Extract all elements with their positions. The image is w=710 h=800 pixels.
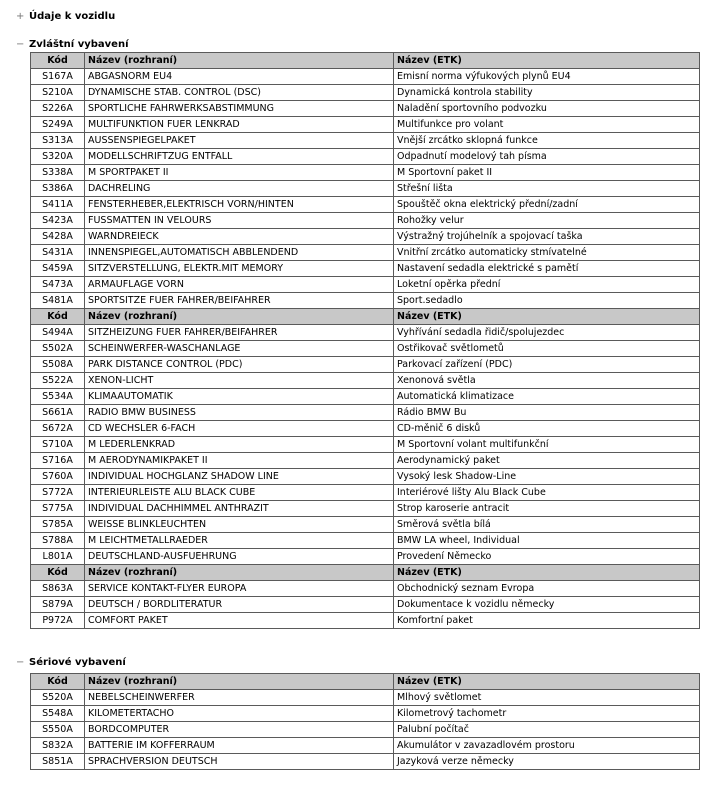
option-code-cell: S320A [31,149,85,165]
table-row [31,341,700,357]
option-code-cell: S863A [31,581,85,597]
vehicle-data-section-header[interactable] [16,10,115,24]
option-etk-cell: Interiérové lišty Alu Black Cube [394,485,700,501]
option-name-cell: KLIMAAUTOMATIK [85,389,394,405]
column-header-etk: Název (ETK) [394,565,700,581]
option-etk-cell: M Sportovní paket II [394,165,700,181]
option-etk-cell: Sport.sedadlo [394,293,700,309]
column-header-etk: Název (ETK) [394,309,700,325]
table-row [31,149,700,165]
table-row [31,517,700,533]
option-etk-cell: Vysoký lesk Shadow-Line [394,469,700,485]
table-row [31,549,700,565]
table-row [31,706,700,722]
option-name-cell: INNENSPIEGEL,AUTOMATISCH ABBLENDEND [85,245,394,261]
option-name-cell: MODELLSCHRIFTZUG ENTFALL [85,149,394,165]
collapse-icon[interactable]: − [16,657,25,668]
table-header-row [31,565,700,581]
option-etk-cell: BMW LA wheel, Individual [394,533,700,549]
table-row [31,69,700,85]
table-row [31,117,700,133]
option-etk-cell: Rohožky velur [394,213,700,229]
table-row [31,245,700,261]
serial-equipment-title: Sériové vybavení [29,657,126,668]
option-code-cell: S775A [31,501,85,517]
column-header-code: Kód [31,565,85,581]
table-row [31,389,700,405]
option-name-cell: RADIO BMW BUSINESS [85,405,394,421]
option-name-cell: SERVICE KONTAKT-FLYER EUROPA [85,581,394,597]
option-etk-cell: Multifunkce pro volant [394,117,700,133]
option-etk-cell: Nastavení sedadla elektrické s pamětí [394,261,700,277]
option-name-cell: SCHEINWERFER-WASCHANLAGE [85,341,394,357]
table-row [31,277,700,293]
option-code-cell: S338A [31,165,85,181]
option-name-cell: SPORTSITZE FUER FAHRER/BEIFAHRER [85,293,394,309]
option-etk-cell: Odpadnutí modelový tah písma [394,149,700,165]
option-etk-cell: Vnější zrcátko sklopná funkce [394,133,700,149]
option-name-cell: DEUTSCH / BORDLITERATUR [85,597,394,613]
table-row [31,261,700,277]
table-row [31,101,700,117]
option-etk-cell: Dynamická kontrola stability [394,85,700,101]
option-etk-cell: Směrová světla bílá [394,517,700,533]
option-code-cell: S661A [31,405,85,421]
option-name-cell: M LEICHTMETALLRAEDER [85,533,394,549]
option-etk-cell: Automatická klimatizace [394,389,700,405]
table-row [31,325,700,341]
option-code-cell: S249A [31,117,85,133]
option-code-cell: S494A [31,325,85,341]
option-etk-cell: Emisní norma výfukových plynů EU4 [394,69,700,85]
table-row [31,405,700,421]
option-code-cell: S534A [31,389,85,405]
table-row [31,85,700,101]
option-name-cell: M SPORTPAKET II [85,165,394,181]
table-row [31,754,700,770]
option-name-cell: COMFORT PAKET [85,613,394,629]
option-etk-cell: Naladění sportovního podvozku [394,101,700,117]
option-name-cell: INTERIEURLEISTE ALU BLACK CUBE [85,485,394,501]
option-etk-cell: Dokumentace k vozidlu německy [394,597,700,613]
table-row [31,181,700,197]
table-row [31,197,700,213]
option-name-cell: M LEDERLENKRAD [85,437,394,453]
option-etk-cell: Obchodnický seznam Evropa [394,581,700,597]
table-row [31,133,700,149]
option-code-cell: S473A [31,277,85,293]
option-code-cell: S851A [31,754,85,770]
option-etk-cell: Strop karoserie antracit [394,501,700,517]
option-name-cell: ARMAUFLAGE VORN [85,277,394,293]
option-name-cell: XENON-LICHT [85,373,394,389]
column-header-name: Název (rozhraní) [85,53,394,69]
option-etk-cell: Výstražný trojúhelník a spojovací taška [394,229,700,245]
column-header-name: Název (rozhraní) [85,309,394,325]
option-etk-cell: Parkovací zařízení (PDC) [394,357,700,373]
special-equipment-section-header[interactable] [16,38,129,52]
option-code-cell: S785A [31,517,85,533]
option-code-cell: S760A [31,469,85,485]
option-name-cell: DACHRELING [85,181,394,197]
option-name-cell: BORDCOMPUTER [85,722,394,738]
table-row [31,613,700,629]
option-code-cell: S313A [31,133,85,149]
option-etk-cell: Jazyková verze německy [394,754,700,770]
serial-equipment-section-header[interactable] [16,656,126,670]
table-row [31,453,700,469]
option-etk-cell: Komfortní paket [394,613,700,629]
option-etk-cell: Palubní počítač [394,722,700,738]
column-header-etk: Název (ETK) [394,53,700,69]
option-code-cell: S550A [31,722,85,738]
table-row [31,373,700,389]
option-name-cell: ABGASNORM EU4 [85,69,394,85]
option-name-cell: DEUTSCHLAND-AUSFUEHRUNG [85,549,394,565]
option-name-cell: PARK DISTANCE CONTROL (PDC) [85,357,394,373]
option-code-cell: S226A [31,101,85,117]
option-name-cell: BATTERIE IM KOFFERRAUM [85,738,394,754]
table-row [31,213,700,229]
table-header-row [31,53,700,69]
option-code-cell: S428A [31,229,85,245]
option-etk-cell: CD-měnič 6 disků [394,421,700,437]
option-code-cell: S710A [31,437,85,453]
option-code-cell: S788A [31,533,85,549]
option-code-cell: S423A [31,213,85,229]
table-row [31,469,700,485]
option-code-cell: S431A [31,245,85,261]
option-code-cell: L801A [31,549,85,565]
option-code-cell: S520A [31,690,85,706]
option-code-cell: S386A [31,181,85,197]
option-name-cell: SPRACHVERSION DEUTSCH [85,754,394,770]
option-etk-cell: Mlhový světlomet [394,690,700,706]
option-name-cell: AUSSENSPIEGELPAKET [85,133,394,149]
option-name-cell: WARNDREIECK [85,229,394,245]
column-header-name: Název (rozhraní) [85,674,394,690]
option-code-cell: S502A [31,341,85,357]
option-code-cell: S459A [31,261,85,277]
column-header-code: Kód [31,674,85,690]
option-etk-cell: Vyhřívání sedadla řidič/spolujezdec [394,325,700,341]
table-row [31,165,700,181]
option-code-cell: S672A [31,421,85,437]
option-code-cell: S481A [31,293,85,309]
option-code-cell: S772A [31,485,85,501]
option-code-cell: S548A [31,706,85,722]
option-name-cell: KILOMETERTACHO [85,706,394,722]
option-code-cell: S879A [31,597,85,613]
table-row [31,501,700,517]
table-row [31,738,700,754]
option-etk-cell: Akumulátor v zavazadlovém prostoru [394,738,700,754]
table-row [31,722,700,738]
option-name-cell: M AERODYNAMIKPAKET II [85,453,394,469]
option-etk-cell: Aerodynamický paket [394,453,700,469]
table-row [31,533,700,549]
option-etk-cell: Loketní opěrka přední [394,277,700,293]
option-etk-cell: Xenonová světla [394,373,700,389]
option-name-cell: FENSTERHEBER,ELEKTRISCH VORN/HINTEN [85,197,394,213]
option-etk-cell: Střešní lišta [394,181,700,197]
option-code-cell: S716A [31,453,85,469]
table-row [31,485,700,501]
column-header-code: Kód [31,53,85,69]
expand-icon[interactable]: + [16,11,25,22]
option-etk-cell: M Sportovní volant multifunkční [394,437,700,453]
option-etk-cell: Kilometrový tachometr [394,706,700,722]
table-row [31,229,700,245]
option-etk-cell: Spouštěč okna elektrický přední/zadní [394,197,700,213]
table-row [31,581,700,597]
option-code-cell: S522A [31,373,85,389]
option-name-cell: NEBELSCHEINWERFER [85,690,394,706]
option-code-cell: S411A [31,197,85,213]
option-etk-cell: Rádio BMW Bu [394,405,700,421]
option-code-cell: S167A [31,69,85,85]
column-header-name: Název (rozhraní) [85,565,394,581]
table-row [31,293,700,309]
option-code-cell: P972A [31,613,85,629]
special-equipment-table [30,52,700,629]
option-name-cell: SITZVERSTELLUNG, ELEKTR.MIT MEMORY [85,261,394,277]
column-header-code: Kód [31,309,85,325]
option-etk-cell: Vnitřní zrcátko automaticky stmívatelné [394,245,700,261]
option-code-cell: S832A [31,738,85,754]
option-name-cell: SITZHEIZUNG FUER FAHRER/BEIFAHRER [85,325,394,341]
collapse-icon[interactable]: − [16,39,25,50]
option-etk-cell: Ostřikovač světlometů [394,341,700,357]
special-equipment-title: Zvláštní vybavení [29,39,129,50]
option-name-cell: WEISSE BLINKLEUCHTEN [85,517,394,533]
table-header-row [31,674,700,690]
option-name-cell: SPORTLICHE FAHRWERKSABSTIMMUNG [85,101,394,117]
table-row [31,437,700,453]
option-name-cell: INDIVIDUAL DACHHIMMEL ANTHRAZIT [85,501,394,517]
option-name-cell: FUSSMATTEN IN VELOURS [85,213,394,229]
option-name-cell: DYNAMISCHE STAB. CONTROL (DSC) [85,85,394,101]
option-code-cell: S210A [31,85,85,101]
table-header-row [31,309,700,325]
option-name-cell: CD WECHSLER 6-FACH [85,421,394,437]
option-name-cell: MULTIFUNKTION FUER LENKRAD [85,117,394,133]
option-name-cell: INDIVIDUAL HOCHGLANZ SHADOW LINE [85,469,394,485]
table-row [31,357,700,373]
serial-equipment-table [30,673,700,770]
table-row [31,597,700,613]
vehicle-data-title: Údaje k vozidlu [29,11,116,22]
column-header-etk: Název (ETK) [394,674,700,690]
option-etk-cell: Provedení Německo [394,549,700,565]
table-row [31,421,700,437]
table-row [31,690,700,706]
option-code-cell: S508A [31,357,85,373]
